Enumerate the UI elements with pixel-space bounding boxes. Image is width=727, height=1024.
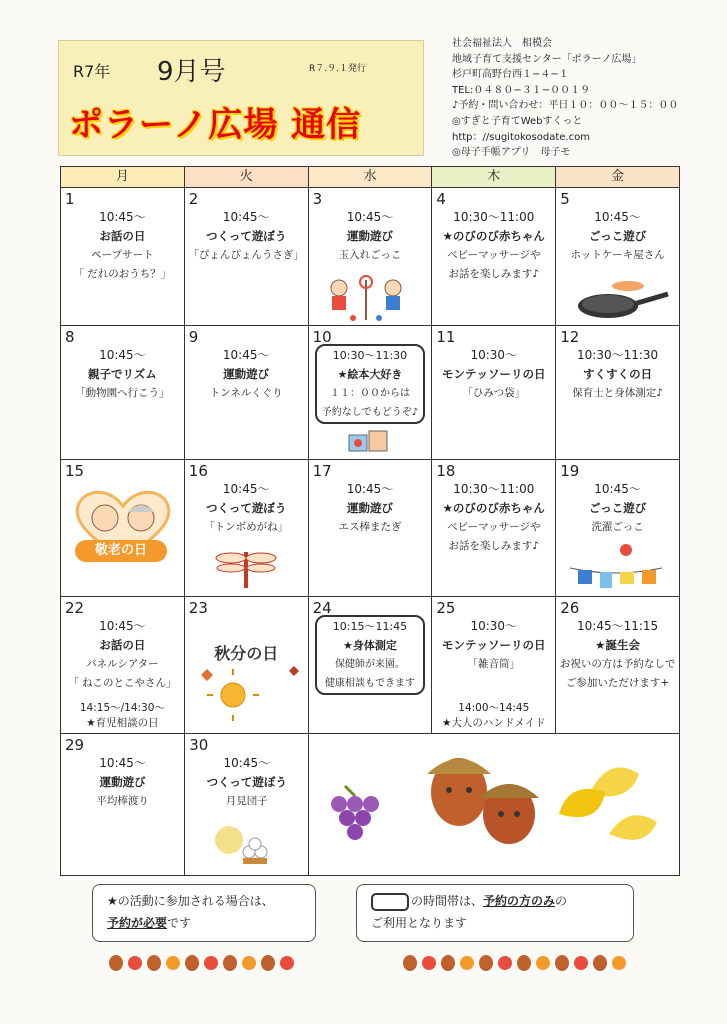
day-cell-12 <box>556 326 679 459</box>
event-time: 10:30〜11:00 <box>453 482 535 496</box>
calendar <box>60 166 680 876</box>
day-cell-29 <box>61 734 185 875</box>
title-box <box>58 40 424 156</box>
autumn-illustration-area <box>309 734 679 875</box>
extra-event: ★育児相談の日 <box>86 717 159 729</box>
event-detail: 「動物園へ行こう」 <box>75 387 170 399</box>
event-time: 10:30〜11:00 <box>453 210 535 224</box>
calendar-week <box>61 597 679 734</box>
event-detail: 「ぴょんぴょんうさぎ」 <box>188 249 304 261</box>
event-time: 10:45〜 <box>99 210 146 224</box>
event-name: 運動遊び <box>99 775 146 789</box>
event-detail: 平均棒渡り <box>96 795 149 807</box>
holiday-label: 秋分の日 <box>214 644 279 663</box>
day-number: 25 <box>436 599 456 617</box>
sun-moon-leaves-illustration <box>193 665 303 725</box>
event-detail: ペープサート <box>91 249 154 261</box>
event-time: 10:45〜 <box>222 348 270 362</box>
event-time: 10:45〜 <box>99 756 146 770</box>
calendar-week <box>61 188 679 326</box>
day-number: 3 <box>312 190 323 208</box>
org-line: http：//sugitokosodate.com <box>452 131 590 143</box>
event-name: ごっこ遊び <box>588 229 647 243</box>
day-number: 11 <box>436 328 456 346</box>
day-number: 29 <box>65 736 85 754</box>
note-text: の <box>555 894 568 908</box>
acorn-garland-left <box>104 948 304 974</box>
event-time: 10:45〜 <box>99 619 146 633</box>
day-number: 26 <box>560 599 580 617</box>
event-name: 親子でリズム <box>88 367 157 381</box>
dragonfly-illustration <box>211 542 281 592</box>
reservation-note-box <box>356 884 634 942</box>
reservation-note-star <box>92 884 316 942</box>
org-line: 杉戸町高野台西１−４−１ <box>452 69 569 81</box>
day-number: 18 <box>436 462 456 480</box>
event-time: 10:30〜 <box>470 348 518 362</box>
calendar-week <box>61 734 679 875</box>
day-cell-9 <box>185 326 309 459</box>
event-time: 10:15〜11:45 <box>332 620 408 633</box>
event-name: ★絵本大好き <box>337 368 403 381</box>
event-detail: 「 ねこのとこやさん」 <box>68 677 177 689</box>
event-detail: 「トンボめがね」 <box>204 521 289 533</box>
event-detail: 洗濯ごっこ <box>591 521 644 533</box>
org-line: 社会福祉法人 相模会 <box>452 38 552 49</box>
day-cell-3 <box>309 188 433 325</box>
issue-date: R７.９.１発行 <box>309 64 366 74</box>
event-time: 10:45〜 <box>222 210 270 224</box>
day-cell-8 <box>61 326 185 459</box>
org-line: 地域子育て支援センター「ポラーノ広場」 <box>452 53 642 65</box>
picture-books-illustration <box>347 429 391 455</box>
event-name: モンテッソーリの日 <box>442 367 546 381</box>
event-time: 10:45〜 <box>346 482 394 496</box>
event-detail: ベビーマッサージや <box>447 249 541 261</box>
acorn-icon <box>427 758 539 844</box>
day-number: 17 <box>312 462 332 480</box>
day-number: 5 <box>560 190 570 208</box>
event-name: ★誕生会 <box>595 638 640 652</box>
day-cell-30 <box>185 734 309 875</box>
calendar-header <box>61 167 679 188</box>
event-name: ★のびのび赤ちゃん <box>442 501 545 515</box>
event-detail: 「ひみつ袋」 <box>462 387 526 399</box>
event-time: 10:45〜 <box>346 210 394 224</box>
event-detail: 予約なしでもどうぞ♪ <box>321 407 419 418</box>
laundry-line-illustration <box>566 542 666 592</box>
event-name: ごっこ遊び <box>588 501 647 515</box>
event-detail: パネルシアター <box>86 658 159 670</box>
issue-month: 9月号 <box>157 57 226 87</box>
weekday-mon: 月 <box>61 167 185 187</box>
extra-time: 14:00〜14:45 <box>458 702 530 714</box>
weekday-wed: 水 <box>309 167 433 187</box>
day-cell-15 <box>61 460 185 596</box>
day-number: 12 <box>560 328 580 346</box>
event-name: ★身体測定 <box>343 639 397 652</box>
calendar-week <box>61 460 679 597</box>
day-cell-22 <box>61 597 185 733</box>
note-text: です <box>167 916 192 930</box>
note-line: ご利用となります <box>371 916 468 930</box>
event-detail: 「雑音筒」 <box>467 658 521 670</box>
weekday-thu: 木 <box>432 167 556 187</box>
note-emphasis: 予約の方のみ <box>483 894 556 908</box>
event-detail: お話を楽しみます♪ <box>448 540 540 552</box>
event-detail: 月見団子 <box>225 795 268 807</box>
org-line: ♪予約・問い合わせ：平日１０：００〜１５：００ <box>452 100 679 112</box>
day-number: 24 <box>312 599 332 617</box>
event-name: 運動遊び <box>346 229 393 243</box>
day-cell-10 <box>309 326 433 459</box>
day-cell-11 <box>432 326 556 459</box>
event-time: 10:45〜 <box>594 210 641 224</box>
kids-ball-toss-illustration <box>321 274 411 324</box>
moon-dumplings-illustration <box>209 822 279 866</box>
reservation-box-sample <box>371 893 409 911</box>
event-name: お話の日 <box>99 229 146 243</box>
event-name: お話の日 <box>99 638 146 652</box>
event-name: 運動遊び <box>223 367 270 381</box>
extra-time: 14:15〜/14:30〜 <box>79 702 165 714</box>
event-name: つくって遊ぼう <box>206 775 287 789</box>
calendar-week <box>61 326 679 460</box>
day-number: 2 <box>188 190 199 208</box>
event-name: つくって遊ぼう <box>206 501 287 515</box>
day-cell-25 <box>432 597 556 733</box>
note-text: の時間帯は、 <box>411 894 484 908</box>
day-number: 15 <box>65 462 85 480</box>
day-number: 19 <box>560 462 580 480</box>
event-detail: ご参加いただけます+ <box>565 677 670 689</box>
note-line: ★の活動に参加される場合は、 <box>107 894 274 908</box>
day-number: 23 <box>188 599 208 617</box>
note-line <box>107 912 301 934</box>
day-number: 22 <box>65 599 85 617</box>
day-cell-1 <box>61 188 185 325</box>
event-name: すくすくの日 <box>583 367 653 381</box>
event-time: 10:45〜 <box>99 348 146 362</box>
day-number: 10 <box>312 328 332 346</box>
autumn-grapes-acorns-ginkgo-illustration <box>309 734 669 870</box>
note-line <box>371 890 619 912</box>
event-time: 10:30〜11:30 <box>577 348 659 362</box>
day-cell-17 <box>309 460 433 596</box>
grapes-icon <box>331 786 379 840</box>
event-detail: お話を楽しみます♪ <box>448 268 540 280</box>
note-emphasis: 予約が必要 <box>107 916 168 930</box>
weekday-fri: 金 <box>556 167 679 187</box>
day-number: 1 <box>65 190 75 208</box>
day-number: 30 <box>189 736 209 754</box>
day-cell-19 <box>556 460 679 596</box>
event-name: モンテッソーリの日 <box>442 638 546 652</box>
day-cell-4 <box>432 188 556 325</box>
event-detail: お祝いの方は予約なしで <box>559 658 676 670</box>
day-cell-18 <box>432 460 556 596</box>
holiday-label: 敬老の日 <box>75 540 167 562</box>
event-detail: 「 だれのおうち？」 <box>73 268 172 280</box>
event-time: 10:45〜 <box>222 482 270 496</box>
day-cell-5 <box>556 188 679 325</box>
event-detail: 保育士と身体測定♪ <box>572 387 663 399</box>
day-number: 9 <box>188 328 199 346</box>
org-line: TEL:０４８０−３１−００１９ <box>452 84 591 96</box>
day-number: 4 <box>436 190 446 208</box>
event-name: ★のびのび赤ちゃん <box>442 229 545 243</box>
org-line: ◎母子手帳アプリ 母子モ <box>452 147 571 159</box>
extra-event: ★大人のハンドメイド <box>441 717 546 729</box>
event-detail: 健康相談もできます <box>324 678 415 689</box>
event-detail: １１：００からは <box>329 388 410 399</box>
event-name: つくって遊ぼう <box>206 229 287 243</box>
event-detail: 保健師が来園。 <box>334 659 405 670</box>
event-time: 10:45〜 <box>223 756 271 770</box>
event-time: 10:30〜 <box>470 619 518 633</box>
reservation-box <box>315 344 426 424</box>
reservation-box <box>315 615 426 695</box>
day-cell-23 <box>185 597 309 733</box>
frying-pan-pancake-illustration <box>572 274 672 324</box>
day-number: 8 <box>65 328 75 346</box>
issue-year: R7年 <box>73 62 111 81</box>
event-detail: ベビーマッサージや <box>447 521 541 533</box>
event-detail: ホットケーキ屋さん <box>570 249 665 261</box>
org-line: ◎すぎと子育てWebすくっと <box>452 115 583 127</box>
event-time: 10:45〜 <box>594 482 641 496</box>
event-detail: トンネルくぐり <box>209 387 283 399</box>
org-info <box>452 36 722 161</box>
ginkgo-leaf-icon <box>559 767 657 839</box>
event-time: 10:45〜11:15 <box>577 619 659 633</box>
newsletter-title: ポラーノ広場 通信 <box>69 105 362 145</box>
day-cell-24 <box>309 597 433 733</box>
event-detail: 玉入れごっこ <box>338 249 402 261</box>
event-name: 運動遊び <box>346 501 393 515</box>
weekday-tue: 火 <box>185 167 309 187</box>
day-cell-26 <box>556 597 679 733</box>
event-time: 10:30〜11:30 <box>332 349 408 362</box>
day-number: 16 <box>188 462 208 480</box>
day-cell-2 <box>185 188 309 325</box>
day-cell-16 <box>185 460 309 596</box>
acorn-garland-right <box>398 948 638 974</box>
event-detail: エス棒またぎ <box>338 521 402 533</box>
